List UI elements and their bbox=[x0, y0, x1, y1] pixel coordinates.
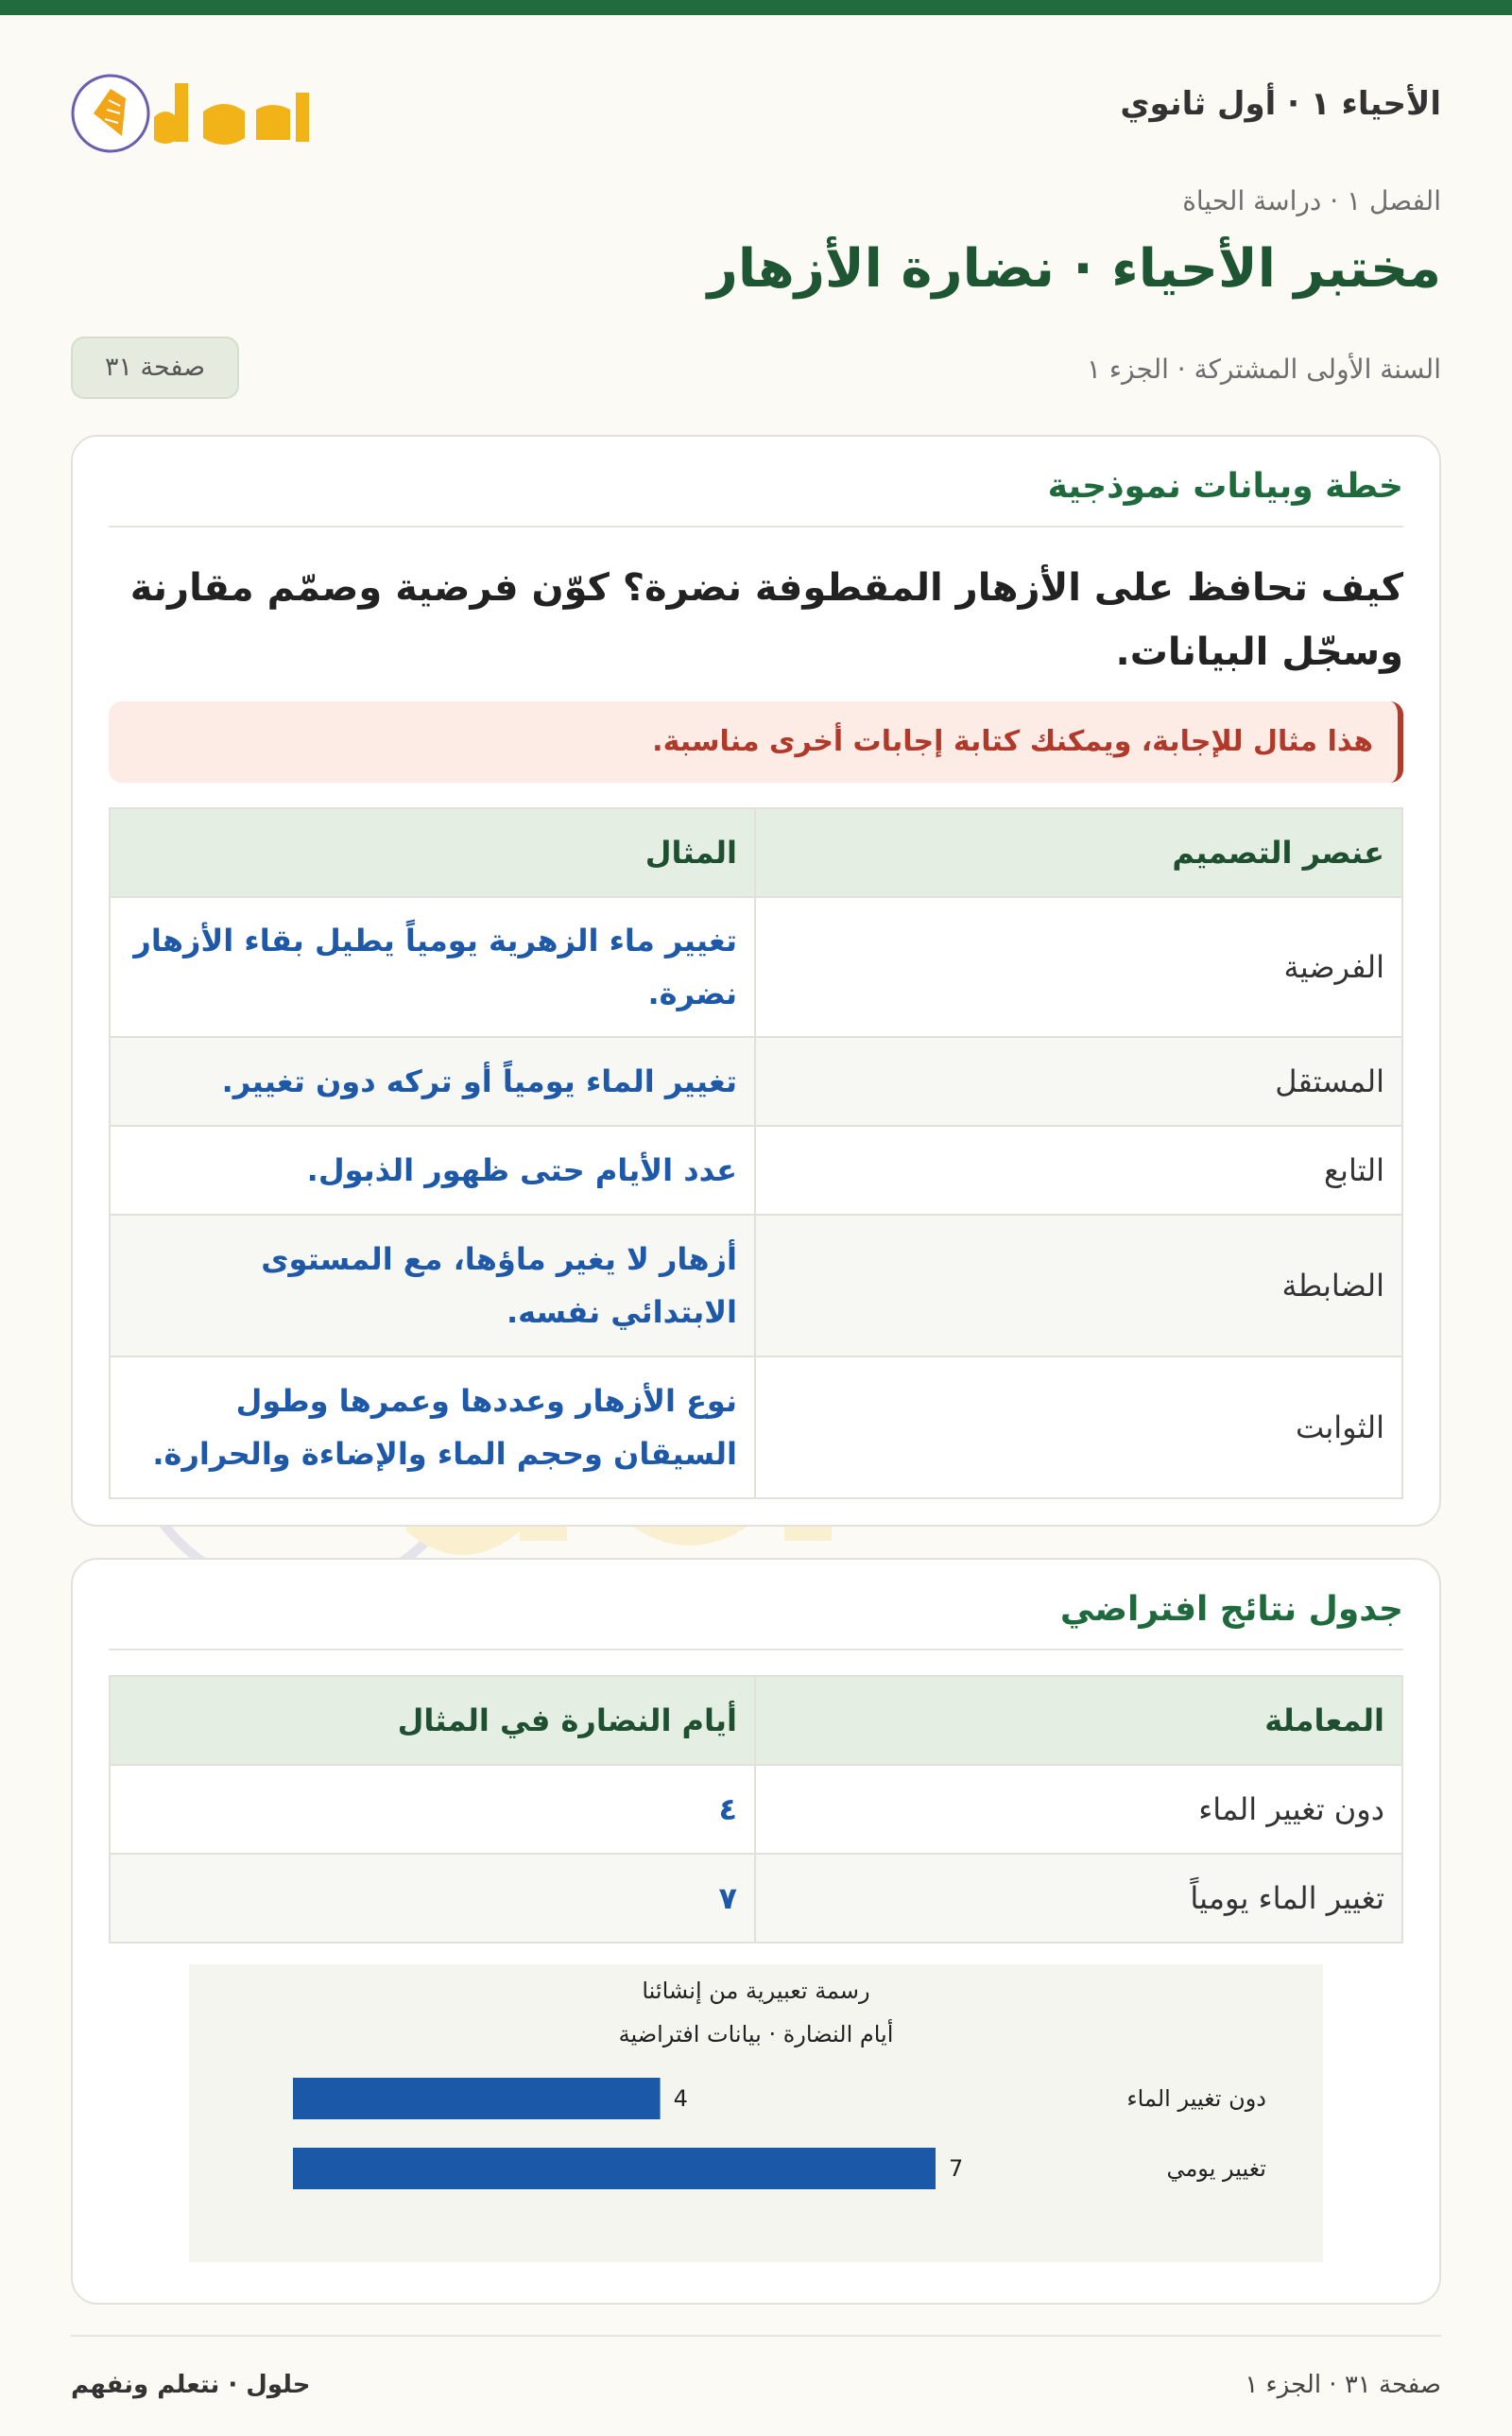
hulul-logo bbox=[71, 55, 326, 159]
row-example: عدد الأيام حتى ظهور الذبول. bbox=[110, 1126, 755, 1215]
chart-subtitle: أيام النضارة · بيانات افتراضية bbox=[618, 2021, 894, 2047]
design-table bbox=[109, 807, 1403, 1499]
row-element: الفرضية bbox=[755, 897, 1402, 1037]
category-label: دون تغيير الماء bbox=[1126, 2085, 1266, 2112]
bar-1 bbox=[293, 2148, 936, 2189]
book-info: السنة الأولى المشتركة · الجزء ١ bbox=[1086, 354, 1441, 385]
answer-note: هذا مثال للإجابة، ويمكنك كتابة إجابات أخرى مناسبة. bbox=[109, 701, 1403, 783]
row-element: الثوابت bbox=[755, 1356, 1402, 1498]
plan-heading: خطة وبيانات نموذجية bbox=[109, 467, 1403, 527]
column-header-treatment: المعاملة bbox=[755, 1676, 1402, 1765]
bar-chart-svg bbox=[189, 1964, 1323, 2262]
column-header-example: المثال bbox=[110, 808, 755, 897]
row-days: ٧ bbox=[110, 1854, 755, 1943]
bar-value-label: 4 bbox=[673, 2085, 688, 2112]
question-text: كيف تحافظ على الأزهار المقطوفة نضرة؟ كوّن فرضية وصمّم مقارنة وسجّل البيانات. bbox=[129, 566, 1403, 674]
table-row bbox=[110, 1356, 1402, 1498]
table-row bbox=[110, 1215, 1402, 1356]
column-header-days: أيام النضارة في المثال bbox=[110, 1676, 755, 1765]
page-title: مختبر الأحياء · نضارة الأزهار bbox=[707, 238, 1441, 300]
row-example: تغيير الماء يومياً أو تركه دون تغيير. bbox=[110, 1037, 755, 1126]
row-treatment: تغيير الماء يومياً bbox=[755, 1854, 1402, 1943]
results-card bbox=[71, 1558, 1441, 2305]
table-row bbox=[110, 1126, 1402, 1215]
table-row bbox=[110, 1037, 1402, 1126]
category-label: تغيير يومي bbox=[1166, 2155, 1266, 2182]
row-example: أزهار لا يغير ماؤها، مع المستوى الابتدائي نفسه. bbox=[110, 1215, 755, 1356]
footer-page-number: صفحة ٣١ · الجزء ١ bbox=[1245, 2371, 1441, 2399]
page-footer bbox=[71, 2335, 1441, 2410]
svg-text:حلول: حلول bbox=[233, 132, 236, 133]
bar-chart bbox=[189, 1964, 1323, 2262]
chart-title: رسمة تعبيرية من إنشائنا bbox=[642, 1978, 870, 2004]
row-element: المستقل bbox=[755, 1037, 1402, 1126]
table-row bbox=[110, 1765, 1402, 1854]
row-example: نوع الأزهار وعددها وعمرها وطول السيقان وحجم الماء والإضاءة والحرارة. bbox=[110, 1356, 755, 1498]
results-table bbox=[109, 1675, 1403, 1944]
row-example: تغيير ماء الزهرية يومياً يطيل بقاء الأزهار نضرة. bbox=[110, 897, 755, 1037]
table-row bbox=[110, 1854, 1402, 1943]
top-accent-bar bbox=[0, 0, 1512, 15]
row-treatment: دون تغيير الماء bbox=[755, 1765, 1402, 1854]
row-element: التابع bbox=[755, 1126, 1402, 1215]
subject-label: الأحياء ١ · أول ثانوي bbox=[1120, 85, 1441, 123]
footer-brand: حلول · نتعلم ونفهم bbox=[71, 2371, 311, 2399]
chapter-label: الفصل ١ · دراسة الحياة bbox=[1182, 185, 1441, 216]
plan-card bbox=[71, 435, 1441, 1527]
results-heading: جدول نتائج افتراضي bbox=[109, 1590, 1403, 1650]
table-row bbox=[110, 897, 1402, 1037]
bar-value-label: 7 bbox=[949, 2155, 964, 2182]
table-header-row bbox=[110, 808, 1402, 897]
column-header-element: عنصر التصميم bbox=[755, 808, 1402, 897]
page-header bbox=[71, 47, 1441, 161]
page-badge: صفحة ٣١ bbox=[71, 337, 239, 399]
meta-row bbox=[71, 337, 1441, 399]
row-element: الضابطة bbox=[755, 1215, 1402, 1356]
bar-0 bbox=[293, 2078, 661, 2119]
table-header-row bbox=[110, 1676, 1402, 1765]
row-days: ٤ bbox=[110, 1765, 755, 1854]
